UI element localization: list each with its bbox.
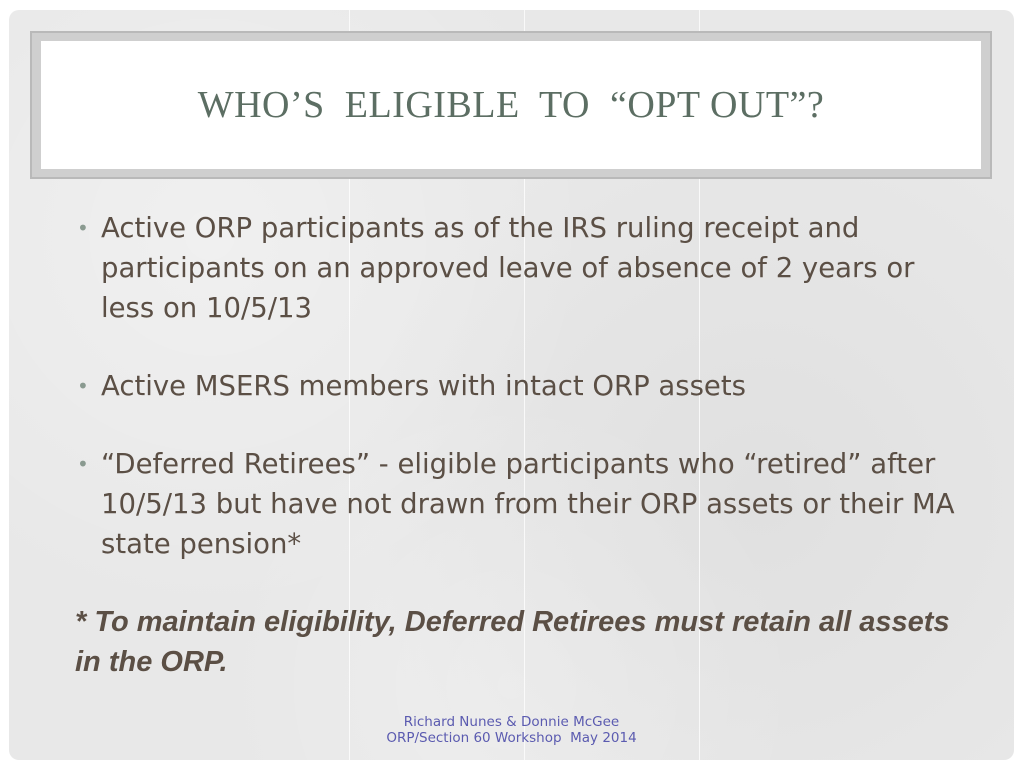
bullet-dot-icon: • <box>77 216 89 240</box>
slide <box>9 10 1014 760</box>
bullet-text: “Deferred Retirees” - eligible participants who “retired” after 10/5/13 but have not drawn from their ORP assets or their MA state pension* <box>101 448 955 560</box>
footer-authors: Richard Nunes & Donnie McGee <box>403 714 620 730</box>
title-frame <box>30 31 992 179</box>
bullet-text: Active ORP participants as of the IRS ruling receipt and participants on an approved leave of absence of 2 years or less on 10/5/13 <box>101 212 915 324</box>
bullet-text: Active MSERS members with intact ORP assets <box>101 370 746 402</box>
eligibility-note: * To maintain eligibility, Deferred Retirees must retain all assets in the ORP. <box>75 606 950 678</box>
bullet-item <box>73 208 973 328</box>
slide-footer <box>9 714 1014 746</box>
footer-event: ORP/Section 60 Workshop May 2014 <box>386 730 637 746</box>
bullet-item <box>73 444 973 564</box>
bullet-list <box>73 208 973 602</box>
bullet-dot-icon: • <box>77 452 89 476</box>
bullet-dot-icon: • <box>77 374 89 398</box>
slide-title: WHO’S ELIGIBLE TO “OPT OUT”? <box>197 84 825 126</box>
bullet-item <box>73 366 973 406</box>
title-box <box>41 41 981 169</box>
